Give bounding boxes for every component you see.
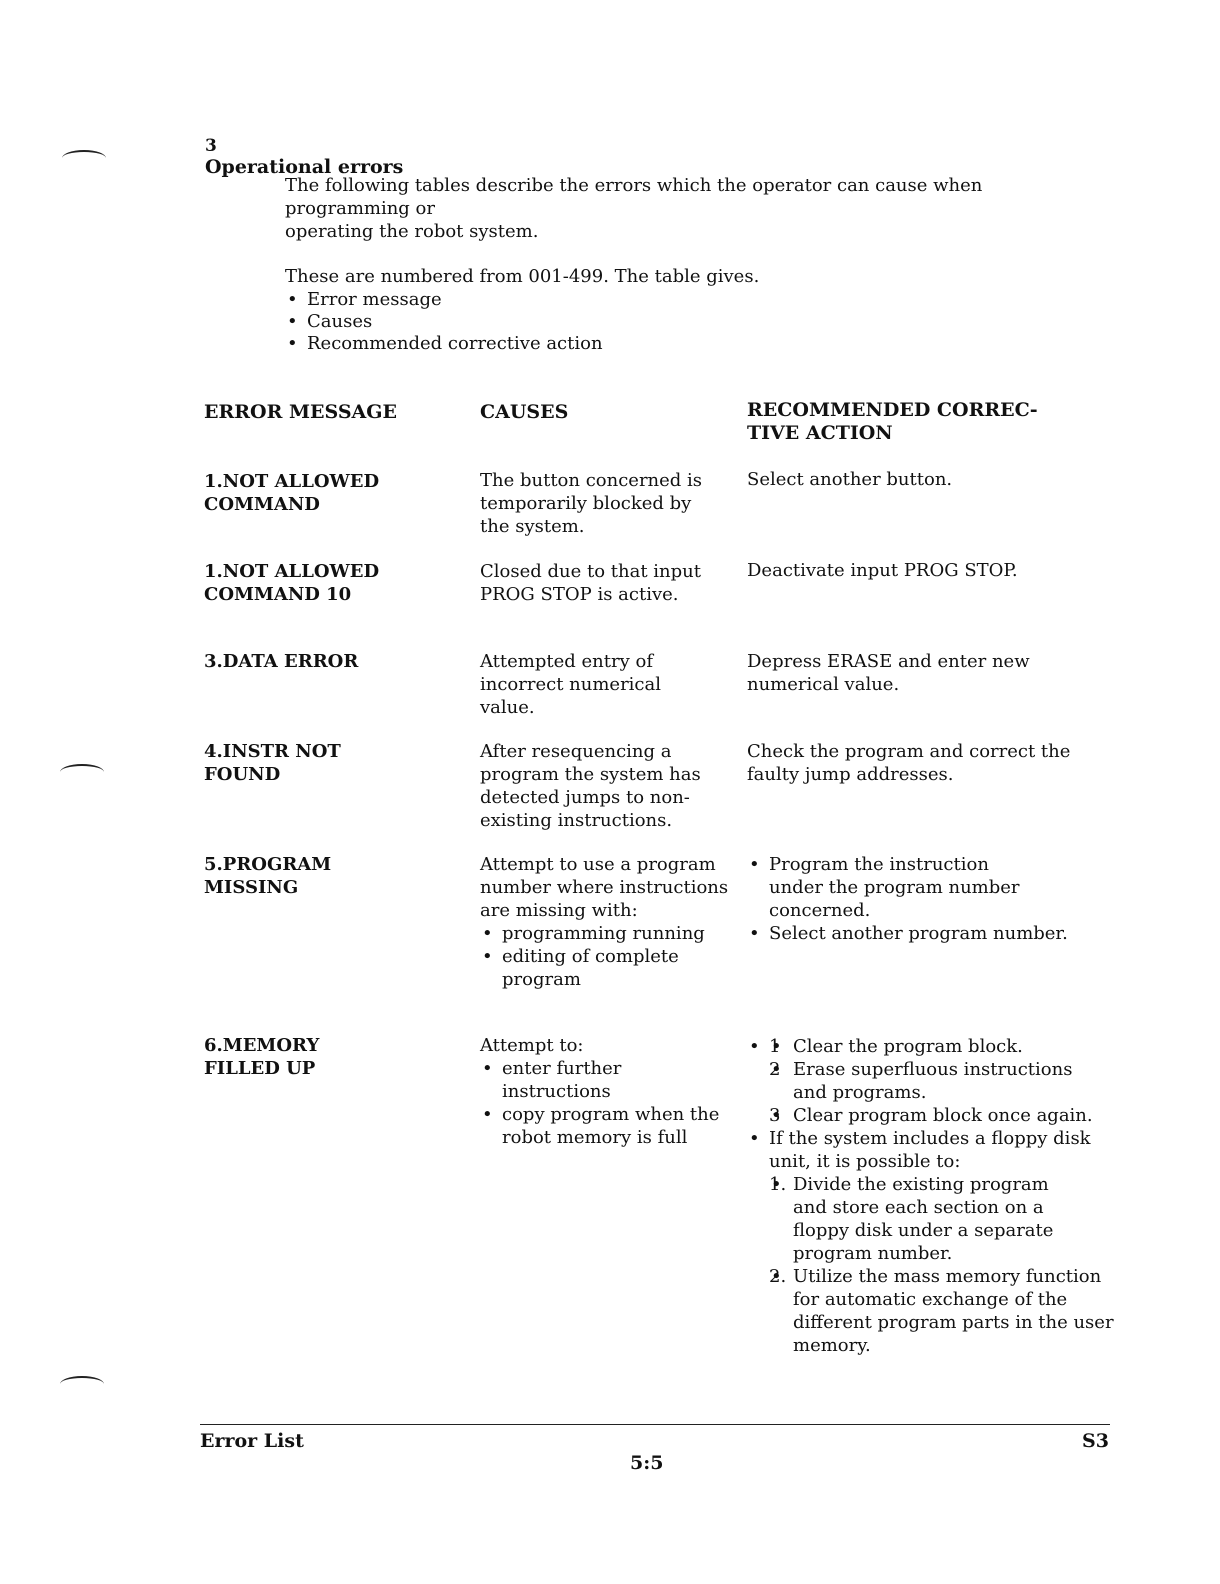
row-3-causes: Attempted entry of incorrect numerical value. — [480, 651, 662, 718]
footer-title: Error List — [200, 1430, 304, 1452]
row-5-message: 5.PROGRAM MISSING — [204, 854, 332, 898]
row-6-message: 6.MEMORY FILLED UP — [204, 1035, 320, 1079]
row-4-action: Check the program and correct the faulty jump addresses. — [747, 741, 1071, 785]
list-item: • copy program when the robot memory is full — [480, 1103, 730, 1149]
list-item: • Causes — [285, 311, 1105, 333]
row-2-action: Deactivate input PROG STOP. — [747, 560, 1018, 581]
step-item: • 3 Clear program block once again. — [769, 1104, 1117, 1127]
row-6-action — [747, 1035, 1117, 1357]
row-3-action: Depress ERASE and enter new numerical value. — [747, 651, 1030, 695]
step-item: • 1. Divide the existing program and store each section on a floppy disk under a separate program number. — [769, 1173, 1117, 1265]
list-item: • programming running — [480, 922, 730, 945]
list-item: • Program the instruction under the program number concerned. — [747, 853, 1117, 922]
list-item: • Recommended corrective action — [285, 333, 1105, 355]
section-number: 3 — [205, 136, 217, 156]
list-item: • enter further instructions — [480, 1057, 730, 1103]
step-item: • 2. Utilize the mass memory function for automatic exchange of the different program parts in the user memory. — [769, 1265, 1117, 1357]
row-5-action — [747, 853, 1117, 945]
step-item: • 2 Erase superfluous instructions and programs. — [769, 1058, 1117, 1104]
numbering-text: These are numbered from 001-499. The table gives. — [285, 266, 760, 287]
header-corrective-action: RECOMMENDED CORREC- TIVE ACTION — [747, 399, 1038, 444]
row-1-action: Select another button. — [747, 469, 953, 490]
list-item: • If the system includes a floppy disk unit, it is possible to: • 1. Divide the existing program and store each section on a floppy disk under a separate program number. • 2. Utilize the mass memory function for automatic exchange of the different program parts in the user memory. — [747, 1127, 1117, 1357]
row-2-message: 1.NOT ALLOWED COMMAND 10 — [204, 561, 380, 605]
row-2-causes: Closed due to that input PROG STOP is active. — [480, 561, 701, 605]
intro-bullet-list — [285, 289, 1105, 355]
binder-hole-mark — [62, 150, 106, 166]
intro-block — [285, 174, 1105, 355]
list-item: • Error message — [285, 289, 1105, 311]
binder-hole-mark — [60, 764, 104, 780]
row-5-causes: Attempt to use a program number where instructions are missing with: • programming running • editing of complete program — [480, 853, 730, 991]
list-item — [747, 1035, 1117, 1127]
row-4-message: 4.INSTR NOT FOUND — [204, 741, 341, 785]
list-item: • editing of complete program — [480, 945, 730, 991]
row-3-message: 3.DATA ERROR — [204, 651, 359, 672]
footer-section-code: S3 — [1082, 1430, 1109, 1452]
intro-paragraph: The following tables describe the errors which the operator can cause when programming or operating the robot system. — [285, 175, 983, 242]
row-1-causes: The button concerned is temporarily blocked by the system. — [480, 470, 703, 537]
footer-divider — [200, 1424, 1110, 1425]
binder-hole-mark — [60, 1376, 104, 1392]
section-title: Operational errors — [205, 156, 404, 178]
step-item: • • 1 Clear the program block. — [769, 1035, 1117, 1058]
row-6-causes: Attempt to: • enter further instructions • copy program when the robot memory is full — [480, 1034, 730, 1149]
page-number: 5:5 — [630, 1452, 664, 1474]
header-causes: CAUSES — [480, 401, 569, 423]
header-error-message: ERROR MESSAGE — [204, 401, 398, 423]
row-4-causes: After resequencing a program the system has detected jumps to non- existing instructions. — [480, 741, 701, 831]
list-item: • Select another program number. — [747, 922, 1117, 945]
row-1-message: 1.NOT ALLOWED COMMAND — [204, 471, 380, 515]
